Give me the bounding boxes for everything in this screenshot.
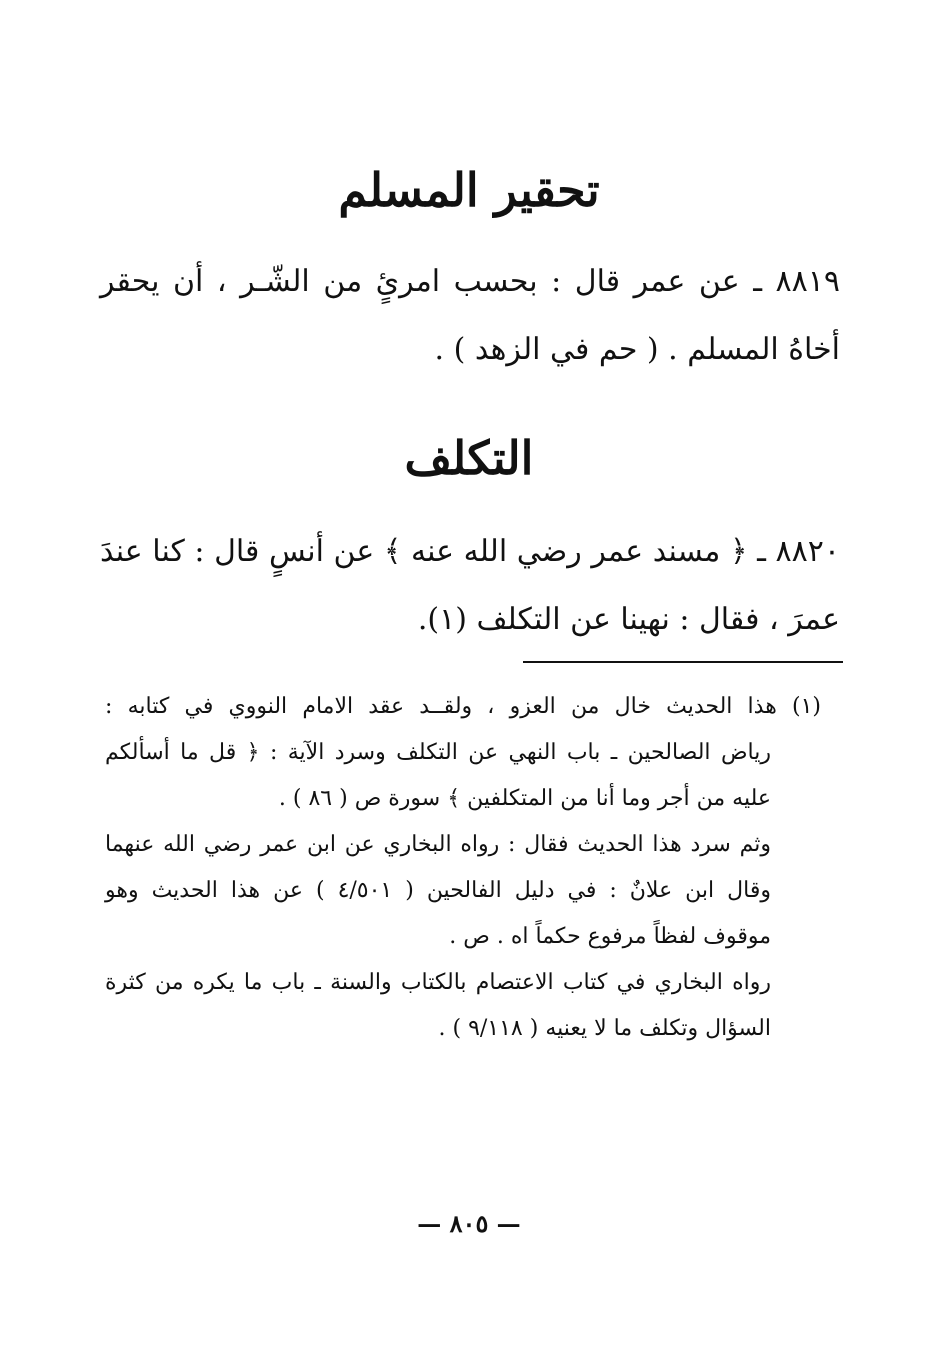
footnote-line: عليه من أجر وما أنا من المتكلفين ﴾ سورة ص ( ٨٦ ) . [278,786,771,811]
page-number: — ٨٠٥ — [417,1209,521,1238]
footnote-separator [523,661,843,663]
footnote-line: موقوف لفظاً مرفوع حكماً اه . ص . [449,924,771,949]
footnote-line: وقال ابن علانٌ : في دليل الفالحين ( ٤/٥٠١ ) عن هذا الحديث وهو [105,878,771,903]
footnote-line: رواه البخاري في كتاب الاعتصام بالكتاب والسنة ـ باب ما يكره من كثرة [105,970,771,995]
footnote-line: السؤال وتكلف ما لا يعنيه ( ٩/١١٨ ) . [438,1016,771,1041]
footnote-line: (١) هذا الحديث خال من العزو ، ولقــد عقد الامام النووي في كتابه : [105,694,821,719]
footnote-line: وثم سرد هذا الحديث فقال : رواه البخاري عن ابن عمر رضي الله عنهما [105,832,771,857]
footnotes [105,684,821,1052]
chapter-heading-affectation: التكلف [404,431,534,485]
hadith-8820: ٨٨٢٠ ـ ﴿ مسند عمر رضي الله عنه ﴾ عن أنسٍ قال : كنا عندَ عمرَ ، فقال : نهينا عن التكلف (١). [100,534,840,637]
chapter-heading-belittling-muslim: تحقير المسلم [338,163,600,217]
footnote-line: رياض الصالحين ـ باب النهي عن التكلف وسرد الآية : ﴿ قل ما أسألكم [105,740,771,765]
hadith-8819: ٨٨١٩ ـ عن عمر قال : بحسب امرئٍ من الشّـر ، أن يحقر أخاهُ المسلم . ( حم في الزهد ) . [100,264,840,367]
